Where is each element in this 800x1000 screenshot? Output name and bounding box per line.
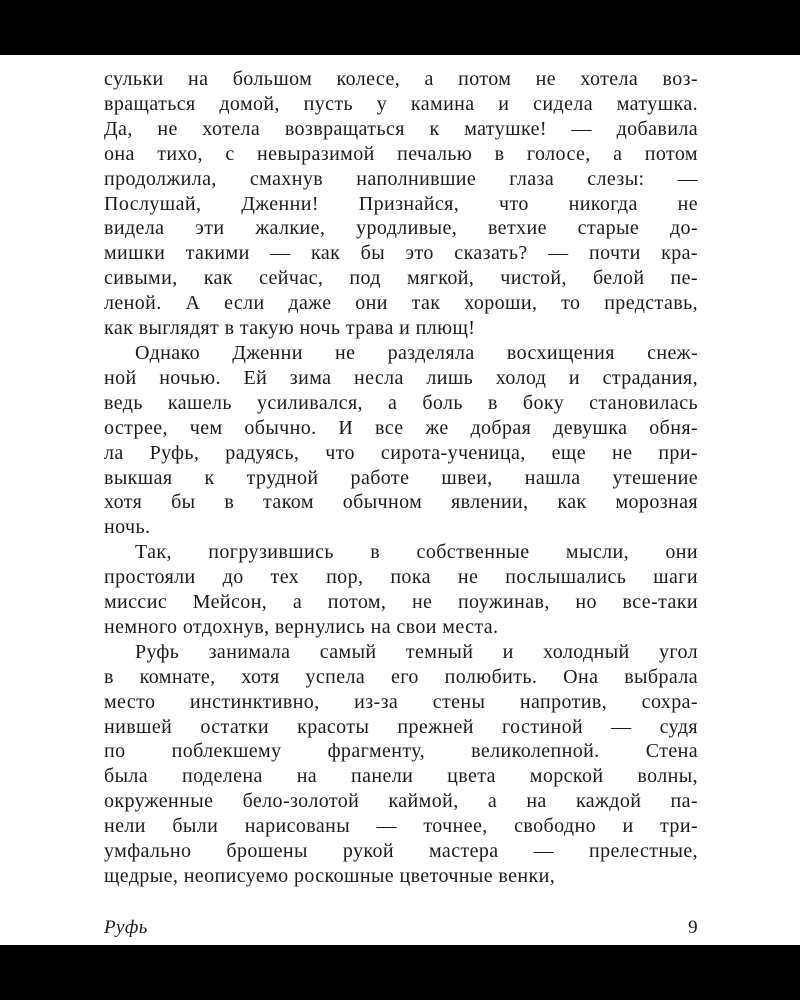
- text-line: острее, чем обычно. И все же добрая девушка обня-: [104, 416, 698, 439]
- text-line: вращаться домой, пусть у камина и сидела матушка.: [104, 92, 698, 115]
- text-line: ной ночью. Ей зима несла лишь холод и страдания,: [104, 366, 698, 389]
- text-line: место инстинктивно, из-за стены напротив, сохра-: [104, 690, 698, 713]
- text-line: по поблекшему фрагменту, великолепной. Стена: [104, 740, 698, 763]
- text-line: ведь кашель усиливался, а боль в боку становилась: [104, 391, 698, 414]
- text-line: Однако Дженни не разделяла восхищения снеж-: [135, 341, 698, 364]
- text-line: леной. А если даже они так хороши, то представь,: [104, 292, 698, 315]
- text-line: умфально брошены рукой мастера — прелестные,: [104, 840, 698, 863]
- text-line: выкшая к трудной работе швеи, нашла утешение: [104, 466, 698, 489]
- text-line: Так, погрузившись в собственные мысли, они: [135, 541, 698, 564]
- text-line: мишки такими — как бы это сказать? — почти кра-: [104, 242, 698, 265]
- text-line: нели были нарисованы — точнее, свободно и три-: [104, 815, 698, 838]
- text-line: ночь.: [104, 516, 151, 539]
- page-text: [104, 67, 698, 889]
- text-line: ла Руфь, радуясь, что сирота-ученица, еще не при-: [104, 441, 698, 464]
- text-line: сульки на большом колесе, а потом не хотела воз-: [104, 68, 698, 90]
- text-line: видела эти жалкие, уродливые, ветхие старые до-: [104, 217, 698, 240]
- text-line: простояли до тех пор, пока не послышались шаги: [104, 566, 698, 589]
- page-number: 9: [688, 917, 698, 938]
- text-line: Послушай, Дженни! Признайся, что никогда не: [104, 192, 698, 215]
- page-footer: [104, 917, 698, 939]
- text-line: Да, не хотела возвращаться к матушке! — добавила: [104, 117, 698, 140]
- text-line: миссис Мейсон, а потом, не поужинав, но все-таки: [104, 591, 698, 614]
- text-line: нившей остатки красоты прежней гостиной — судя: [104, 715, 698, 738]
- book-page: [0, 55, 800, 945]
- text-line: продолжила, смахнув наполнившие глаза слезы: —: [104, 167, 698, 190]
- text-line: окруженные бело-золотой каймой, а на каждой па-: [104, 790, 698, 813]
- text-line: немного отдохнув, вернулись на свои места.: [104, 615, 499, 638]
- text-line: была поделена на панели цвета морской волны,: [104, 765, 698, 788]
- text-line: в комнате, хотя успела его полюбить. Она выбрала: [104, 665, 698, 688]
- text-line: Руфь занимала самый темный и холодный угол: [135, 640, 698, 663]
- text-line: как выглядят в такую ночь трава и плющ!: [104, 317, 476, 340]
- text-line: хотя бы в таком обычном явлении, как морозная: [104, 491, 698, 514]
- text-line: она тихо, с невыразимой печалью в голосе, а потом: [104, 142, 698, 165]
- text-line: щедрые, неописуемо роскошные цветочные венки,: [104, 865, 556, 887]
- text-line: сивыми, как сейчас, под мягкой, чистой, белой пе-: [104, 267, 698, 290]
- running-title: Руфь: [104, 917, 148, 938]
